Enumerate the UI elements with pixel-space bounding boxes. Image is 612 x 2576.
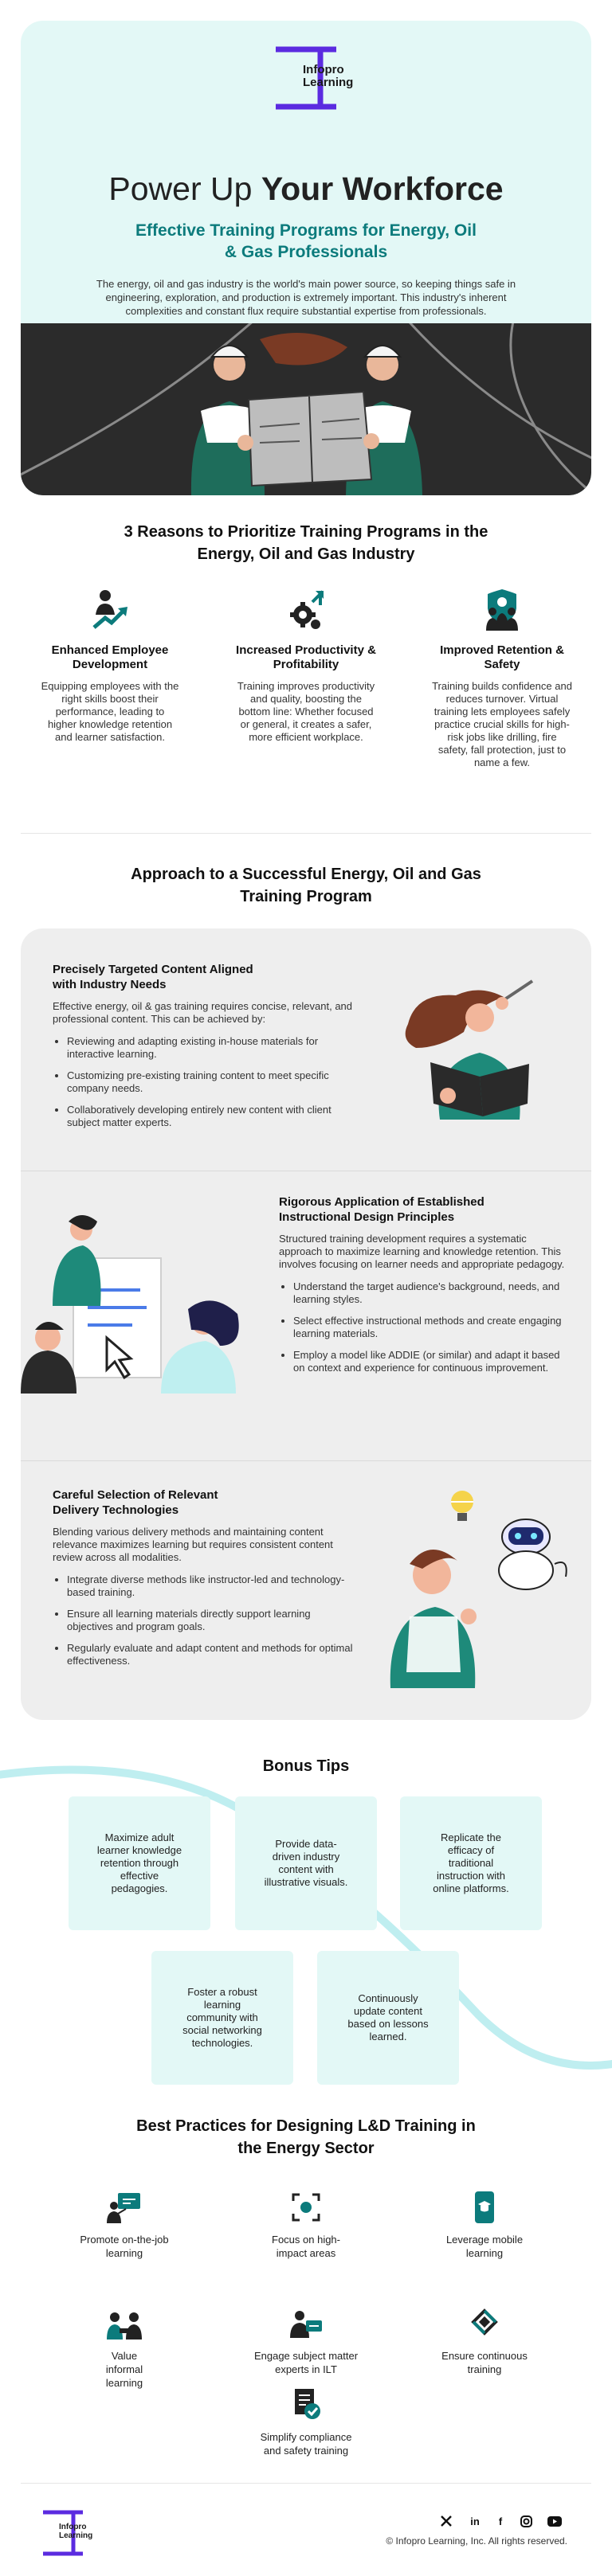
approach-bullet: • Understand the target audience's background, needs, and learning styles.: [293, 1280, 566, 1306]
approach-separator: [21, 1460, 591, 1461]
instagram-icon[interactable]: [518, 2515, 534, 2527]
bonus-card: Continuously update content based on lessons learned.: [317, 1951, 459, 2085]
logo-line1: Infopro: [303, 63, 344, 76]
best-practices-title-text: Best Practices for Designing L&D Training in the Energy Sector: [136, 2117, 476, 2157]
hero-title-bold: Your Workforce: [261, 170, 504, 207]
best-practice-item: [45, 2308, 204, 2390]
reason-card: [226, 588, 386, 744]
best-practice-label: Promote on-the-job learning: [80, 2234, 169, 2259]
best-practice-item: [226, 2389, 386, 2457]
bonus-card: Maximize adult learner knowledge retention through effective pedagogies.: [69, 1796, 210, 1930]
approach-intro: Blending various delivery methods and maintaining content relevance maximizes learning but requires consistent content review across all modalities.: [53, 1526, 333, 1563]
approach-heading: Precisely Targeted Content Aligned with Industry Needs: [53, 963, 253, 991]
approach-bullet: • Customizing pre-existing training content to meet specific company needs.: [67, 1069, 355, 1095]
hero-description: The energy, oil and gas industry is the world's main power source, so keeping things safe in engineering, exploration, and production is extremely important. This industry's inherent complexities and constant flux require substantial expertise from professionals.: [96, 278, 516, 317]
approach-bullet: • Reviewing and adapting existing in-house materials for interactive learning.: [67, 1035, 355, 1061]
best-practice-label: Leverage mobile learning: [445, 2234, 524, 2259]
approach-bullet: • Employ a model like ADDIE (or similar) and adapt it based on context and experience for continuous improvement.: [293, 1349, 566, 1374]
focus-icon: [288, 2191, 324, 2223]
logo-line2: Learning: [303, 76, 354, 89]
approach-bullets: [53, 1573, 355, 1667]
gears-icon: [284, 588, 328, 632]
best-practice-item: [45, 2191, 204, 2260]
best-practice-item: [405, 2308, 564, 2376]
best-practice-label: Value informal learning: [105, 2350, 143, 2389]
approach-title-text: Approach to a Successful Energy, Oil and Gas Training Program: [131, 866, 481, 905]
copyright-text: © Infopro Learning, Inc. All rights reserved.: [386, 2535, 567, 2547]
presentation-icon: [107, 2191, 142, 2223]
bonus-card: Provide data-driven industry content with illustrative visuals.: [235, 1796, 377, 1930]
growth-icon: [88, 588, 132, 632]
bonus-title: Bonus Tips: [262, 1757, 350, 1775]
footer-divider: [21, 2483, 591, 2484]
reasons-title: [0, 521, 612, 565]
reason-text: Training builds confidence and reduces turnover. Virtual training lets employees safely practice crucial skills for high-risk jobs like drilling, fire safety, fall protection, just to name a few.: [432, 680, 572, 768]
best-practice-item: [226, 2308, 386, 2376]
best-practice-item: [226, 2191, 386, 2260]
best-practices-title: [0, 2115, 612, 2160]
reason-heading: Improved Retention & Safety: [440, 643, 564, 671]
footer-logo-line1: Infopro: [59, 2523, 87, 2531]
reasons-title-text: 3 Reasons to Prioritize Training Programs in the Energy, Oil and Gas Industry: [124, 523, 488, 563]
reason-text: Equipping employees with the right skills boost their performance, leading to higher knowledge retention and learner satisfaction.: [41, 680, 179, 743]
hero-illustration-workers: [21, 323, 591, 495]
best-practice-label: Focus on high-impact areas: [272, 2234, 340, 2259]
approach-bullet: • Collaboratively developing entirely new content with client subject matter experts.: [67, 1104, 355, 1129]
approach-panel: [21, 928, 591, 1720]
approach-bullet: • Regularly evaluate and adapt content and methods for optimal effectiveness.: [67, 1642, 355, 1667]
reason-heading: Increased Productivity & Profitability: [236, 643, 376, 671]
footer-logo[interactable]: [41, 2510, 93, 2556]
approach-block-3: [53, 1487, 355, 1676]
youtube-icon[interactable]: [547, 2515, 563, 2527]
compliance-icon: [288, 2389, 324, 2421]
bonus-card: Replicate the efficacy of traditional instruction with online platforms.: [400, 1796, 542, 1930]
approach-bullet: • Select effective instructional methods and create engaging learning materials.: [293, 1315, 566, 1340]
team-shield-icon: [480, 588, 524, 632]
hero-subtitle: Effective Training Programs for Energy, Oil & Gas Professionals: [135, 221, 477, 261]
approach-block-1: [53, 962, 355, 1138]
approach-bullet: • Integrate diverse methods like instructor-led and technology-based training.: [67, 1573, 355, 1599]
approach-bullets: [53, 1035, 355, 1129]
hero-title-light: Power Up: [108, 170, 261, 207]
expert-icon: [288, 2308, 324, 2340]
reason-card: [30, 588, 190, 744]
reason-card: [422, 588, 582, 769]
robot-idea-illustration: [375, 1481, 574, 1688]
conversation-icon: [107, 2308, 142, 2340]
approach-heading: Rigorous Application of Established Instructional Design Principles: [279, 1195, 484, 1224]
approach-title: [0, 863, 612, 908]
hero-section: [21, 21, 591, 495]
hero-title: [21, 170, 591, 208]
section-divider: [21, 833, 591, 834]
approach-bullet: • Ensure all learning materials directly support learning objectives and program goals.: [67, 1608, 355, 1633]
best-practice-label: Ensure continuous training: [441, 2350, 528, 2375]
reading-woman-illustration: [384, 976, 559, 1120]
infopro-logo[interactable]: [274, 46, 378, 110]
x-icon[interactable]: [438, 2515, 454, 2527]
bonus-card: Foster a robust learning community with social networking technologies.: [151, 1951, 293, 2085]
best-practice-item: [405, 2191, 564, 2260]
linkedin-label: in: [470, 2515, 480, 2527]
approach-intro: Structured training development requires a systematic approach to maximize learning and knowledge retention. This involves focusing on learner needs and appropriate pedagogy.: [279, 1233, 565, 1270]
cycle-icon: [467, 2308, 502, 2340]
footer-logo-line2: Learning: [59, 2531, 93, 2540]
approach-bullets: [279, 1280, 566, 1374]
best-practice-label: Engage subject matter experts in ILT: [253, 2350, 359, 2375]
reason-text: Training improves productivity and quality, boosting the bottom line: Whether focused or general, it creates a safer, more efficient workplace.: [237, 680, 375, 743]
design-team-illustration: [21, 1210, 260, 1394]
approach-heading: Careful Selection of Relevant Delivery Technologies: [53, 1488, 218, 1517]
best-practice-label: Simplify compliance and safety training: [260, 2431, 352, 2457]
reason-heading: Enhanced Employee Development: [51, 643, 169, 671]
approach-block-2: [279, 1194, 566, 1383]
linkedin-icon[interactable]: [467, 2515, 483, 2527]
facebook-icon[interactable]: [492, 2515, 508, 2527]
facebook-label: f: [498, 2515, 503, 2527]
mobile-learning-icon: [467, 2191, 502, 2223]
approach-intro: Effective energy, oil & gas training requires concise, relevant, and professional content. This can be achieved by:: [53, 1000, 353, 1025]
